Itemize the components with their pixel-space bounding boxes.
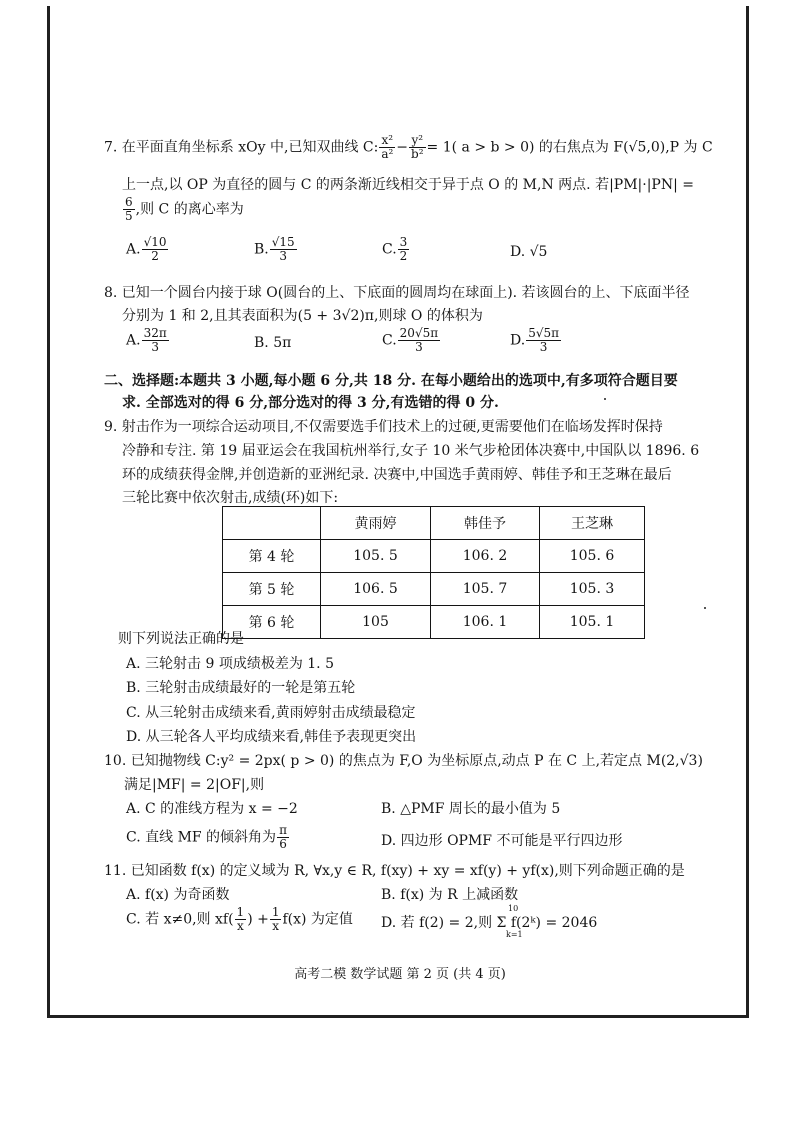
q9-prompt: 则下列说法正确的是: [118, 631, 244, 647]
q11-line1: 11. 已知函数 f(x) 的定义域为 R, ∀x,y ∈ R, f(xy) + xy = xf(y) + yf(x),则下列命题正确的是: [104, 863, 685, 879]
q8-line2: 分别为 1 和 2,且其表面积为(5 + 3√2)π,则球 O 的体积为: [122, 308, 483, 324]
q7-frac-y: $\frac{\text{y²}}{\text{b²}}$: [411, 133, 424, 161]
table-cell: 105. 6: [540, 540, 645, 573]
q9-option-b[interactable]: B. 三轮射击成绩最好的一轮是第五轮: [126, 680, 356, 696]
table-header-row: [223, 507, 645, 540]
q9-option-c[interactable]: C. 从三轮射击成绩来看,黄雨婷射击成绩最稳定: [126, 705, 416, 721]
q9-option-a[interactable]: A. 三轮射击 9 项成绩极差为 1. 5: [126, 656, 334, 672]
q11-option-b[interactable]: B. f(x) 为 R 上减函数: [381, 887, 519, 903]
page-footer: 高考二模 数学试题 第 2 页 (共 4 页): [294, 967, 506, 982]
q10-line2: 满足|MF| = 2|OF|,则: [124, 777, 265, 793]
q9-line4: 三轮比赛中依次射击,成绩(环)如下:: [122, 490, 339, 506]
table-cell: 第 4 轮: [223, 540, 321, 573]
q9-line1: 9. 射击作为一项综合运动项目,不仅需要选手们技术上的过硬,更需要他们在临场发挥时保持: [104, 419, 663, 435]
table-cell: 105: [321, 606, 431, 639]
q8-line1: 8. 已知一个圆台内接于球 O(圆台的上、下底面的圆周均在球面上). 若该圆台的上、下底面半径: [104, 285, 690, 301]
q7-line3: $\frac{6}{5}$ ,则 C 的离心率为: [125, 195, 244, 223]
q7-option-d[interactable]: D. √5: [510, 244, 548, 260]
q11-option-a[interactable]: A. f(x) 为奇函数: [126, 887, 230, 903]
q10-line1: 10. 已知抛物线 C:y² = 2px( p > 0) 的焦点为 F,O 为坐标原点,动点 P 在 C 上,若定点 M(2,√3): [104, 753, 703, 769]
q10-option-d[interactable]: D. 四边形 OPMF 不可能是平行四边形: [381, 833, 623, 849]
table-cell: 106. 1: [431, 606, 540, 639]
table-row: [223, 573, 645, 606]
table-header-cell: 黄雨婷: [321, 507, 431, 540]
table-cell: 105. 1: [540, 606, 645, 639]
q10-option-c[interactable]: C. 直线 MF 的倾斜角为 $\frac{\pi}{6}$: [126, 823, 287, 851]
q7-line1: 7. 在平面直角坐标系 xOy 中,已知双曲线 C: $\frac{\text{x²}}{\text{a²}}$ − $\frac{\text{y²}}{\text{b²}}$ = 1( a > b > 0) 的右焦点为 F(√5,0),P 为 C: [104, 133, 713, 161]
table-row: [223, 540, 645, 573]
q7-line2: 上一点,以 OP 为直径的圆与 C 的两条渐近线相交于异于点 O 的 M,N 两点. 若|PM|·|PN| =: [122, 177, 694, 193]
q8-option-a[interactable]: A. $\frac{32\pi}{3}$: [126, 326, 167, 354]
q11-sum-upper: 10: [508, 904, 519, 913]
q7-option-c[interactable]: C. $\frac{3}{2}$: [382, 235, 408, 263]
q9-option-d[interactable]: D. 从三轮各人平均成绩来看,韩佳予表现更突出: [126, 729, 417, 745]
scores-table: [222, 506, 645, 639]
q9-line3: 环的成绩获得金牌,并创造新的亚洲纪录. 决赛中,中国选手黄雨婷、韩佳予和王芝琳在最后: [122, 467, 672, 483]
q8-option-c[interactable]: C. $\frac{20√5\pi}{3}$: [382, 326, 439, 354]
table-header-cell: 韩佳予: [431, 507, 540, 540]
scan-speck: [704, 607, 706, 609]
q7-option-b[interactable]: B. $\frac{√15}{3}$: [254, 235, 295, 263]
table-header-cell: 王芝琳: [540, 507, 645, 540]
table-cell: 第 5 轮: [223, 573, 321, 606]
q11-sum-lower: k=1: [506, 930, 523, 939]
q10-option-b[interactable]: B. △PMF 周长的最小值为 5: [381, 801, 561, 817]
q11-option-c[interactable]: C. 若 x≠0,则 xf( $\frac{1}{x}$ ) + $\frac{1}{x}$ f(x) 为定值: [126, 905, 353, 933]
q10-option-a[interactable]: A. C 的准线方程为 x = −2: [126, 801, 298, 817]
section2-heading-line2: 求. 全部选对的得 6 分,部分选对的得 3 分,有选错的得 0 分.: [122, 395, 499, 411]
table-header-cell: [223, 507, 321, 540]
section2-heading-line1: 二、选择题:本题共 3 小题,每小题 6 分,共 18 分. 在每小题给出的选项中,有多项符合题目要: [104, 373, 678, 389]
table-cell: 105. 3: [540, 573, 645, 606]
q9-line2: 冷静和专注. 第 19 届亚运会在我国杭州举行,女子 10 米气步枪团体决赛中,中国队以 1896. 6: [122, 443, 700, 459]
q8-option-b[interactable]: B. 5π: [254, 335, 292, 351]
table-cell: 106. 2: [431, 540, 540, 573]
table-cell: 105. 7: [431, 573, 540, 606]
q8-option-d[interactable]: D. $\frac{5√5\pi}{3}$: [510, 326, 559, 354]
q7-frac-x: $\frac{\text{x²}}{\text{a²}}$: [381, 133, 394, 161]
table-cell: 105. 5: [321, 540, 431, 573]
scan-speck: [604, 398, 606, 400]
table-cell: 第 6 轮: [223, 606, 321, 639]
table-row: [223, 606, 645, 639]
table-cell: 106. 5: [321, 573, 431, 606]
q11-option-d[interactable]: D. 若 f(2) = 2,则 Σ f(2ᵏ) = 2046: [381, 915, 598, 931]
q7-option-a[interactable]: A. $\frac{√10}{2}$: [126, 235, 167, 263]
